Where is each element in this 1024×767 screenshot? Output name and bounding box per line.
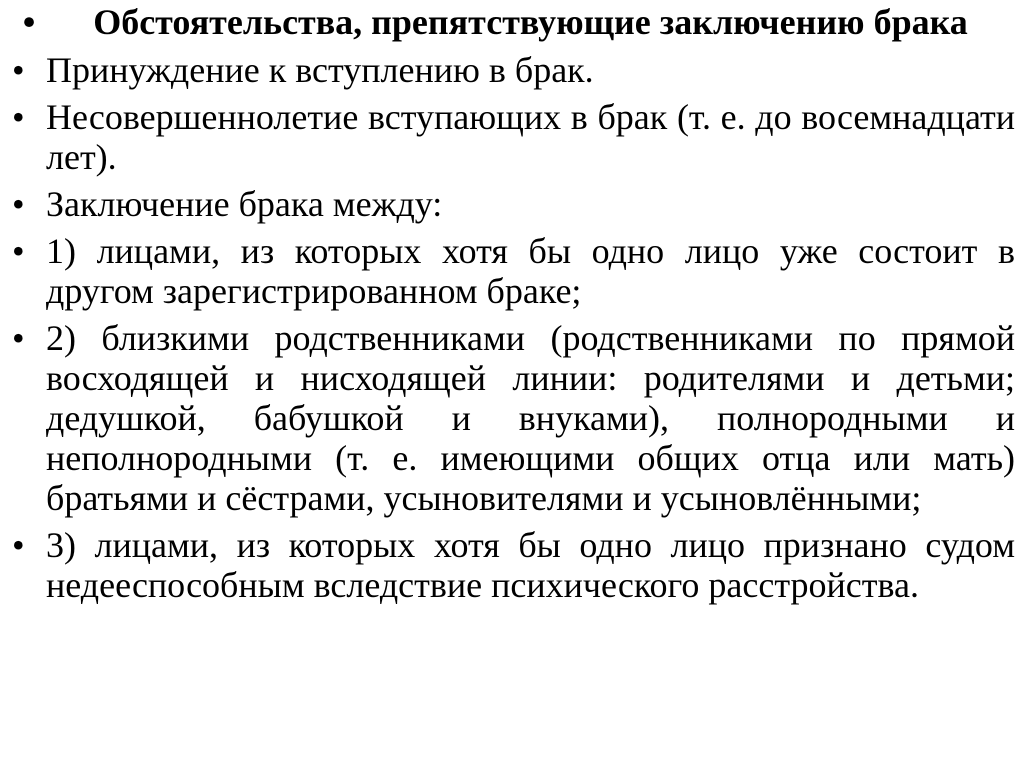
bullet-icon: • (12, 184, 25, 224)
list-item (10, 231, 1015, 311)
bullet-icon: • (12, 231, 25, 271)
list-item-text: 2) близкими родственниками (родственниками по прямой восходящей и нисходящей линии: родителями и детьми; дедушкой, бабушкой и внуками), полнородными и неполнородными (т. е. имеющими общих отца или мать) братьями и сёстрами, усыновителями и усыновлёнными; (46, 318, 1015, 518)
list-item (10, 525, 1015, 605)
bullet-icon: • (12, 50, 25, 90)
bullet-icon: • (12, 97, 25, 137)
list-item (10, 97, 1015, 177)
list-item-text: 3) лицами, из которых хотя бы одно лицо признано судом недееспособным вследствие психического расстройства. (46, 525, 1015, 605)
bullet-icon: • (12, 525, 25, 565)
slide-heading-item (10, 2, 1015, 42)
list-item (10, 184, 1015, 224)
list-item-text: 1) лицами, из которых хотя бы одно лицо уже состоит в другом зарегистрированном браке; (46, 231, 1015, 311)
bullet-icon: • (12, 318, 25, 358)
list-item-text: Несовершеннолетие вступающих в брак (т. е. до восемнадцати лет). (46, 97, 1015, 177)
list-item (10, 318, 1015, 518)
list-item (10, 50, 1015, 90)
list-item-text: Принуждение к вступлению в брак. (46, 50, 594, 90)
bullet-icon: • (22, 2, 36, 42)
list-item-text: Заключение брака между: (46, 184, 443, 224)
slide-heading: Обстоятельства, препятствующие заключению брака (93, 2, 968, 42)
bullet-list (10, 2, 1015, 612)
